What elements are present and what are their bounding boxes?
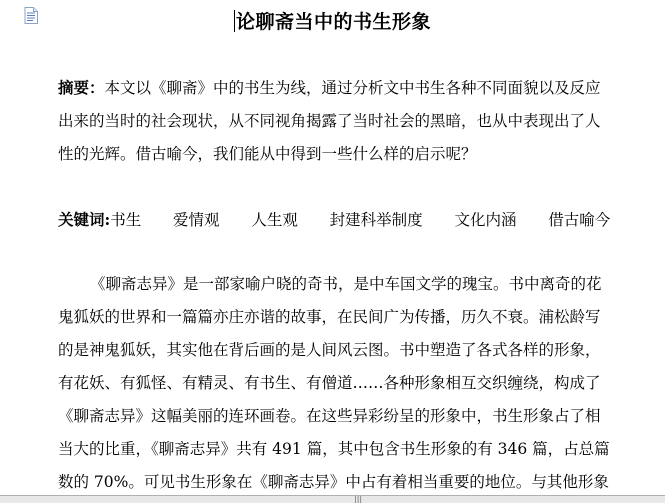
keywords-label: 关键词 xyxy=(58,210,105,229)
keywords-list xyxy=(110,204,610,237)
keywords-paragraph[interactable] xyxy=(58,203,618,237)
keyword-item[interactable]: 人生观 xyxy=(251,211,298,229)
abstract-line[interactable]: 本文以《聊斋》中的书生为线，通过分析文中书生各种不同面貌以及反应 xyxy=(104,79,601,97)
body-line[interactable]: 《聊斋志异》这幅美丽的连环画卷。在这些异彩纷呈的形象中，书生形象占了相 xyxy=(58,407,601,425)
keyword-item[interactable]: 文化内涵 xyxy=(454,211,517,229)
body-line[interactable]: 《聊斋志异》是一部家喻户晓的奇书，是中车国文学的瑰宝。书中离奇的花 xyxy=(90,275,602,293)
body-paragraph[interactable] xyxy=(58,268,618,499)
keyword-item[interactable]: 爱情观 xyxy=(173,211,220,229)
title-line[interactable] xyxy=(0,7,665,34)
abstract-line[interactable]: 出来的当时的社会现状，从不同视角揭露了当时社会的黑暗，也从中表现出了人 xyxy=(58,112,601,130)
scrollbar-grip-icon[interactable]: ||| xyxy=(354,495,363,503)
keywords-colon: : xyxy=(104,210,111,229)
abstract-label: 摘要 xyxy=(58,78,90,97)
body-line[interactable]: 鬼狐妖的世界和一篇篇亦庄亦谐的故事，在民间广为传播，历久不衰。浦松龄写 xyxy=(58,308,601,326)
keyword-item[interactable]: 借古喻今 xyxy=(548,211,611,229)
abstract-line[interactable]: 性的光辉。借古喻今，我们能从中得到一些什么样的启示呢？ xyxy=(58,145,477,163)
keyword-item[interactable]: 封建科举制度 xyxy=(329,211,423,229)
document-title[interactable]: 论聊斋当中的书生形象 xyxy=(235,11,431,33)
abstract-paragraph[interactable] xyxy=(58,71,618,171)
horizontal-scrollbar[interactable] xyxy=(0,495,665,503)
body-line[interactable]: 的是神鬼狐妖，其实他在背后画的是人间风云图。书中塑造了各式各样的形象， xyxy=(58,341,601,359)
keyword-item[interactable]: 书生 xyxy=(110,211,142,229)
abstract-colon: ： xyxy=(89,78,105,97)
body-line[interactable]: 当大的比重，《聊斋志异》共有 491 篇，其中包含书生形象的有 346 篇，占总篇 xyxy=(58,440,610,458)
body-line[interactable]: 有花妖、有狐怪、有精灵、有书生、有僧道……各种形象相互交织缠绕，构成了 xyxy=(58,374,601,392)
text-cursor xyxy=(234,10,235,32)
body-line[interactable]: 数的 70%。可见书生形象在《聊斋志异》中占有着相当重要的地位。与其他形象 xyxy=(58,473,609,491)
